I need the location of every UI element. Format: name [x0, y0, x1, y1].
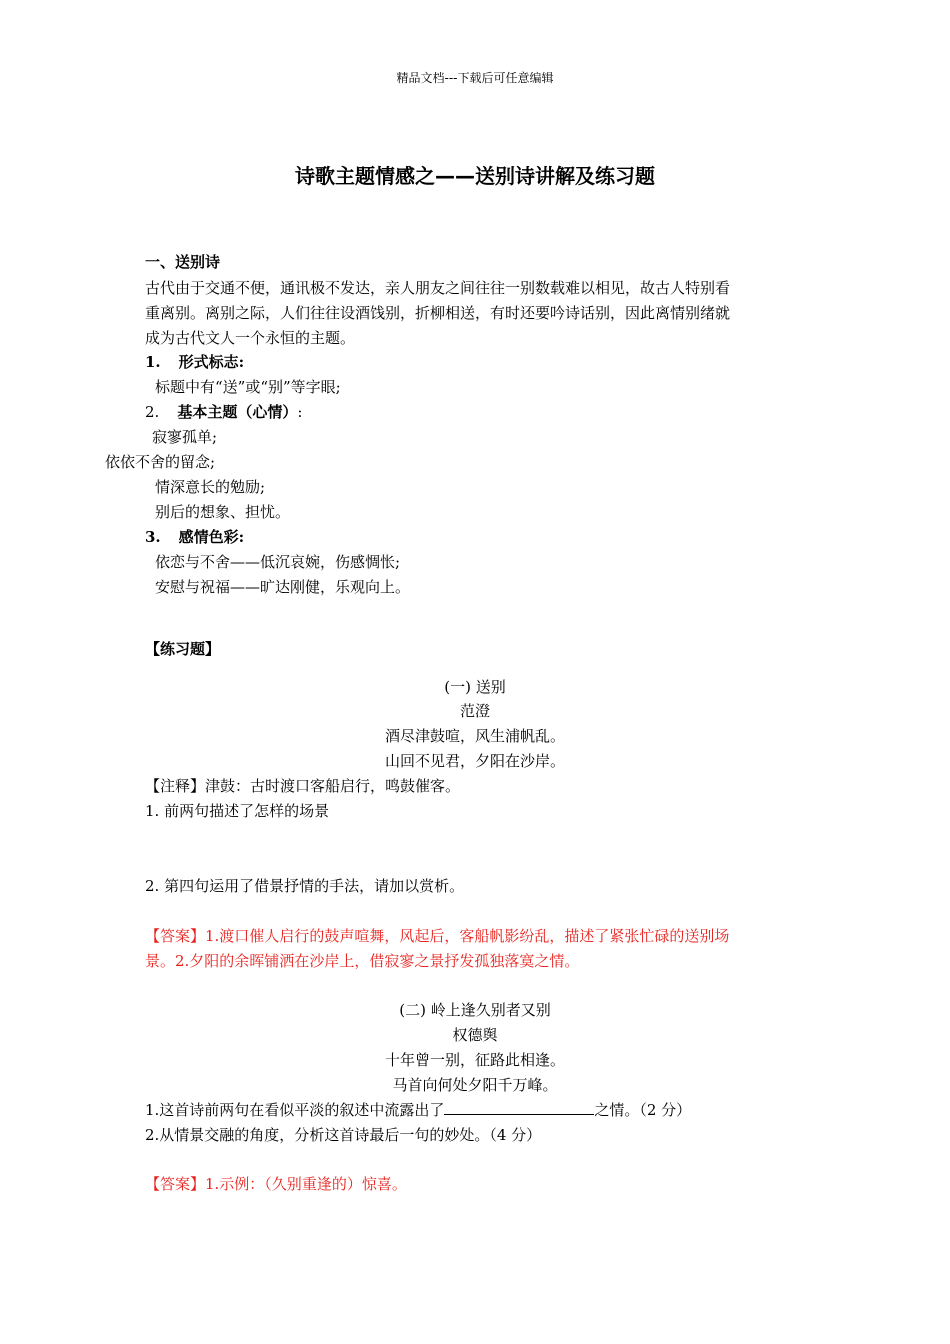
poem1-line-1: 酒尽津鼓喧，风生浦帆乱。	[384, 727, 565, 745]
document-title: 诗歌主题情感之——送别诗讲解及练习题	[295, 164, 655, 188]
point3-label: 感情色彩:	[178, 528, 245, 546]
intro-line-3: 成为古代文人一个永恒的主题。	[145, 329, 356, 347]
poem2-line-2: 马首向何处夕阳千万峰。	[392, 1076, 558, 1094]
point2-colon: :	[297, 403, 303, 421]
poem1-line-2: 山回不见君，夕阳在沙岸。	[384, 752, 565, 770]
exercises-heading: 【练习题】	[145, 640, 221, 658]
poem2-question-1-tail: 之情。（2 分）	[594, 1101, 692, 1119]
poem1-question-1: 1. 前两句描述了怎样的场景	[145, 802, 330, 820]
poem2-question-1	[145, 1100, 691, 1120]
answer-blank[interactable]	[444, 1100, 594, 1115]
poem2-author: 权德舆	[452, 1026, 498, 1044]
point2-item-2: 依依不舍的留念;	[105, 453, 216, 471]
poem1-author: 范澄	[459, 702, 490, 720]
point2-item-4: 别后的想象、担忧。	[155, 503, 291, 521]
poem1-note: 【注释】津鼓：古时渡口客船启行，鸣鼓催客。	[145, 777, 461, 795]
point2-heading	[145, 402, 302, 422]
poem1-question-2: 2. 第四句运用了借景抒情的手法，请加以赏析。	[145, 877, 465, 895]
point1-content: 标题中有“送”或“别”等字眼;	[155, 378, 341, 396]
point2-item-1: 寂寥孤单;	[152, 428, 218, 446]
point3-item-2: 安慰与祝福——旷达刚健，乐观向上。	[155, 578, 411, 596]
poem2-line-1: 十年曾一别，征路此相逢。	[384, 1051, 565, 1069]
point3-heading	[145, 527, 244, 547]
point2-number: 2.	[145, 403, 160, 421]
section-heading: 一、送别诗	[145, 253, 221, 271]
intro-line-2: 重离别。离别之际，人们往往设酒饯别，折柳相送，有时还要吟诗话别，因此离情别绪就	[145, 304, 731, 322]
poem1-title: (一) 送别	[444, 678, 506, 696]
poem2-question-2: 2.从情景交融的角度，分析这首诗最后一句的妙处。（4 分）	[145, 1126, 542, 1144]
page-header: 精品文档---下载后可任意编辑	[396, 71, 554, 85]
point1-label: 形式标志:	[178, 353, 245, 371]
poem2-answer: 【答案】1.示例：（久别重逢的）惊喜。	[145, 1175, 407, 1193]
poem1-answer-line-2: 景。2.夕阳的余晖铺洒在沙岸上，借寂寥之景抒发孤独落寞之情。	[145, 952, 580, 970]
intro-line-1: 古代由于交通不便，通讯极不发达，亲人朋友之间往往一别数载难以相见，故古人特别看	[145, 279, 731, 297]
point3-item-1: 依恋与不舍——低沉哀婉，伤感惆怅;	[155, 553, 401, 571]
point1-heading	[145, 352, 244, 372]
point3-number: 3.	[145, 528, 161, 546]
point2-item-3: 情深意长的勉励;	[155, 478, 266, 496]
poem2-question-1-text: 1.这首诗前两句在看似平淡的叙述中流露出了	[145, 1101, 445, 1119]
point1-number: 1.	[145, 353, 161, 371]
poem1-answer-line-1: 【答案】1.渡口催人启行的鼓声喧舞，风起后，客船帆影纷乱，描述了紧张忙碌的送别场	[145, 927, 730, 945]
point2-label: 基本主题（心情）	[177, 403, 298, 421]
poem2-title: (二) 岭上逢久别者又别	[399, 1001, 551, 1019]
